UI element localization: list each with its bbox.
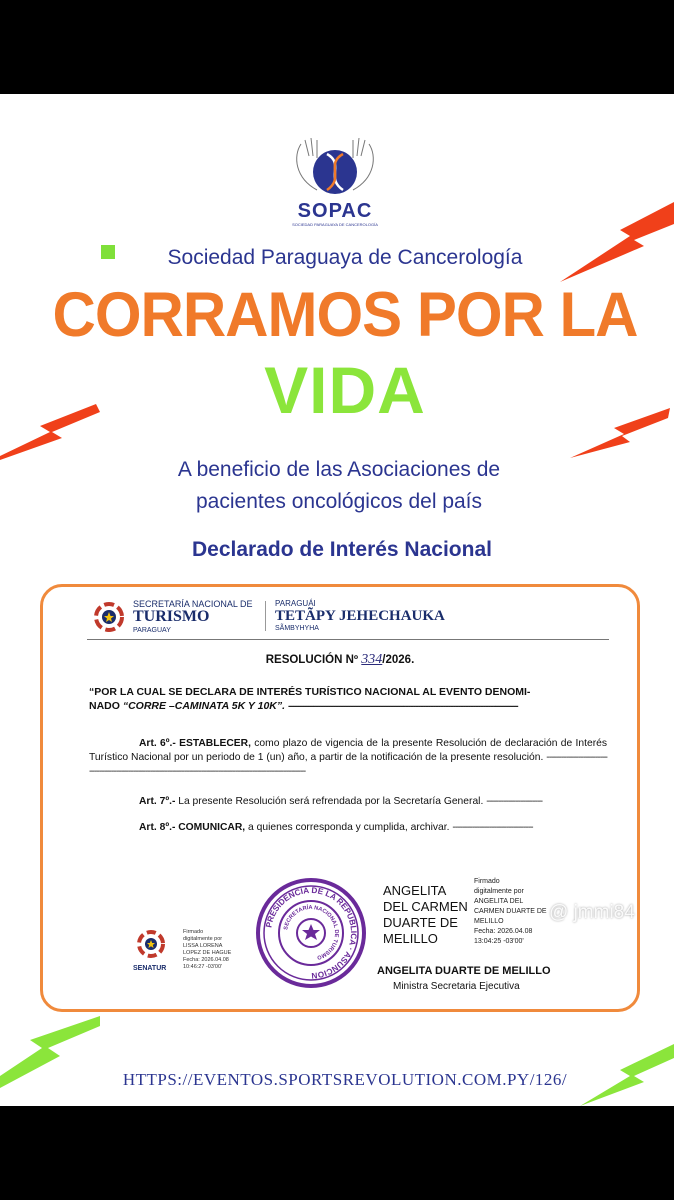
dash-rule: --------------------------------- bbox=[452, 822, 533, 833]
benefit-text bbox=[0, 454, 674, 518]
benefit-line-2: pacientes oncológicos del país bbox=[195, 490, 483, 513]
header-left-line-1: SECRETARÍA NACIONAL DE bbox=[133, 599, 253, 609]
declared-heading: Declarado de Interés Nacional bbox=[192, 538, 492, 561]
svg-text:PRESIDENCIA DE LA REPÚBLICA ·: PRESIDENCIA DE LA REPÚBLICA · ASUNCIÓN bbox=[264, 885, 359, 981]
watermark-handle: @ jmmi84 bbox=[549, 902, 635, 923]
logo-acronym: SOPAC bbox=[297, 200, 373, 222]
article-6-text-3: resolución. bbox=[493, 752, 544, 763]
official-seal-icon bbox=[255, 877, 367, 989]
dash-rule: ------------------------------------------------------------------------------------------------------------------ bbox=[89, 752, 607, 777]
dash-rule: -------------------------------------------------------------------------------------------- bbox=[287, 700, 518, 712]
sopac-logo bbox=[287, 134, 383, 227]
header-left-line-2: TURISMO bbox=[133, 608, 210, 625]
whereas-clause bbox=[89, 685, 607, 713]
whereas-line-1: “POR LA CUAL SE DECLARA DE INTERÉS TURÍSTICO NACIONAL AL EVENTO DENOMI- bbox=[89, 686, 531, 698]
header-rule bbox=[87, 639, 609, 640]
header-right-line-2: TETÃPY JEHECHAUKA bbox=[275, 608, 445, 624]
digital-signature-right: Firmado digitalmente por ANGELITA DEL CARMEN DUARTE DE MELILLO Fecha: 2026.04.08 13:04:25 -03'00' bbox=[474, 878, 547, 945]
event-name: “CORRE –CAMINATA 5K Y 10K”. bbox=[122, 700, 286, 712]
article-7-label: Art. 7º.- bbox=[139, 796, 176, 807]
article-8-text: a quienes corresponda y cumplida, archivar. bbox=[245, 822, 450, 833]
header-divider bbox=[265, 601, 266, 631]
event-url-link[interactable]: HTTPS://EVENTOS.SPORTSREVOLUTION.COM.PY/126/ bbox=[122, 1070, 568, 1089]
whereas-line-2a: NADO bbox=[89, 700, 123, 712]
ribbon-hands-icon bbox=[287, 134, 383, 200]
benefit-line-1: A beneficio de las Asociaciones de bbox=[177, 458, 501, 481]
digital-signature-left: Firmado digitalmente por LISSA LORENA LOPEZ DE HAGUE Fecha: 2026.04.08 10:46:27 -03'00' bbox=[183, 929, 232, 970]
senatur-logo-icon bbox=[133, 929, 169, 959]
header-right-line-3: SÃMBYHYHA bbox=[275, 625, 319, 632]
article-6-text-2: de Interés Turístico Nacional por un periodo de 1 (un) año, a partir de la notificación de la presente bbox=[89, 738, 608, 763]
logo-tagline: SOCIEDAD PARAGUAYA DE CANCEROLOGÍA bbox=[292, 222, 378, 227]
article-8-label: Art. 8º.- COMUNICAR, bbox=[139, 822, 246, 833]
senatur-emblem-icon bbox=[93, 601, 125, 633]
article-6-text-1: como plazo de vigencia de la presente Resolución de declaración bbox=[250, 738, 558, 749]
resolution-document bbox=[40, 584, 640, 1012]
lightning-bolt-icon bbox=[560, 202, 674, 282]
resolution-prefix: RESOLUCIÓN Nº bbox=[265, 654, 359, 666]
resolution-suffix: /2026. bbox=[382, 654, 415, 666]
signer-name-large: ANGELITA DEL CARMEN DUARTE DE MELILLO bbox=[383, 883, 468, 946]
resolution-number: 334 bbox=[361, 652, 383, 667]
article-8 bbox=[89, 821, 607, 835]
headline-line-1: CORRAMOS POR LA bbox=[52, 279, 638, 350]
headline-line-2: VIDA bbox=[264, 353, 426, 427]
svg-text:SECRETARÍA NACIONAL DE TURISMO: SECRETARÍA NACIONAL DE TURISMO bbox=[283, 904, 340, 961]
header-left-line-3: PARAGUAY bbox=[133, 627, 171, 634]
resolution-title bbox=[43, 652, 637, 668]
header-right-line-1: PARAGUÁI bbox=[275, 599, 316, 608]
society-name: Sociedad Paraguaya de Cancerología bbox=[167, 246, 523, 269]
article-6-label: Art. 6º.- ESTABLECER, bbox=[139, 738, 251, 749]
signer-name: ANGELITA DUARTE DE MELILLO bbox=[377, 965, 551, 977]
article-7-text: La presente Resolución será refrendada por la Secretaría General. bbox=[175, 796, 484, 807]
signer-role: Ministra Secretaria Ejecutiva bbox=[393, 981, 520, 992]
dash-rule: ----------------------- bbox=[486, 796, 543, 807]
poster bbox=[0, 94, 674, 1106]
senatur-label: SENATUR bbox=[133, 965, 167, 972]
article-7 bbox=[89, 795, 607, 809]
article-6 bbox=[89, 737, 607, 779]
